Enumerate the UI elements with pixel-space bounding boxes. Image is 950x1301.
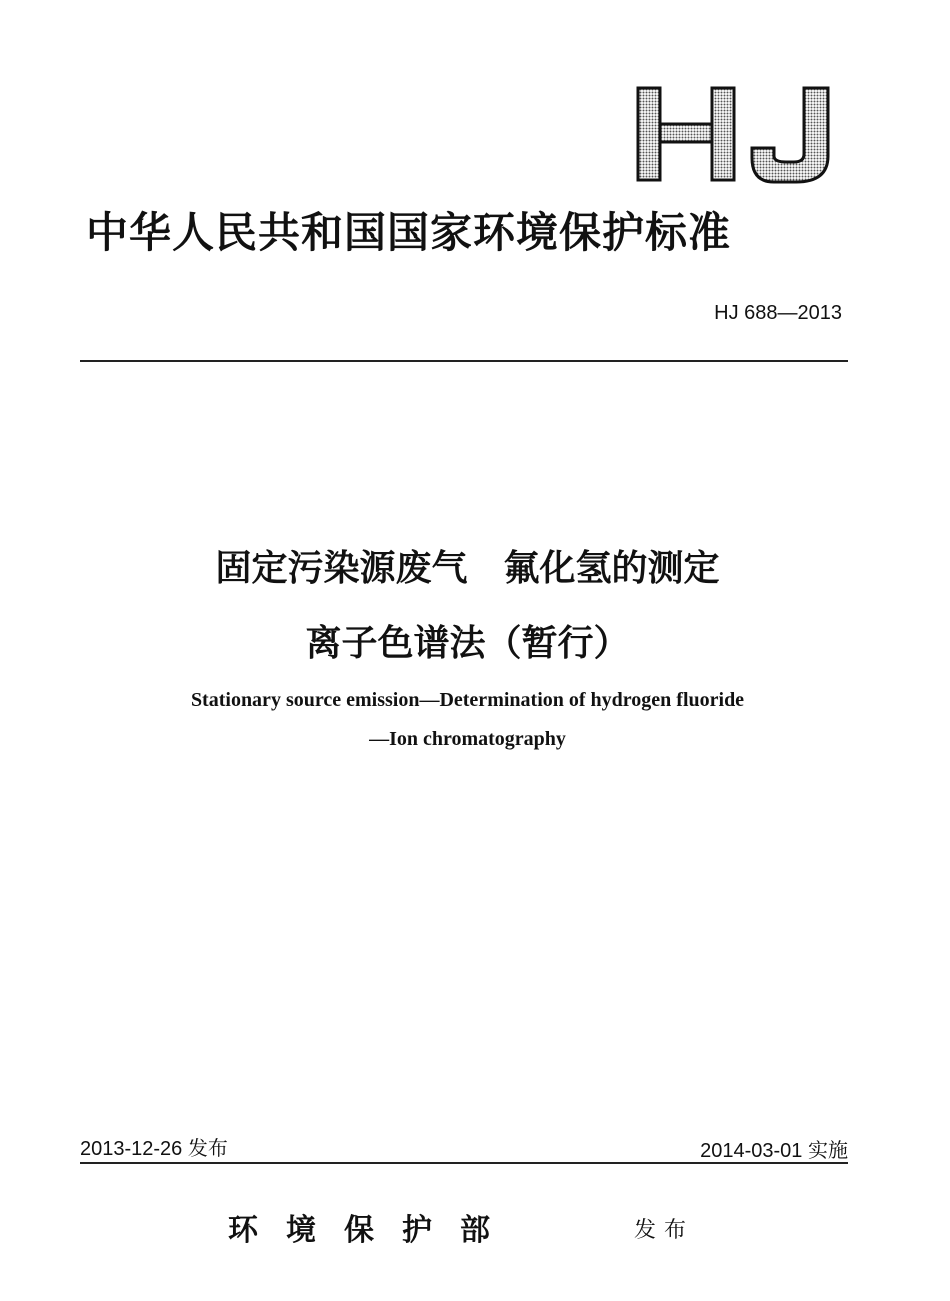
title-en-line1: Stationary source emission—Determination of hydrogen fluoride	[190, 689, 745, 711]
title-en-line2: —Ion chromatography	[369, 728, 566, 750]
release-date: 2013-12-26 发布	[80, 1138, 228, 1160]
title-cn-line1: 固定污染源废气 氟化氢的测定	[215, 548, 720, 589]
issued-label: 发布	[634, 1218, 695, 1243]
standard-code: HJ 688—2013	[714, 302, 842, 324]
implement-date: 2014-03-01 实施	[700, 1140, 848, 1162]
hj-logo	[636, 82, 836, 186]
footer-divider	[80, 1162, 848, 1164]
issuer-name: 环境保护部	[228, 1213, 518, 1248]
title-cn-line2: 离子色谱法（暂行）	[305, 623, 630, 664]
standard-name: 中华人民共和国国家环境保护标准	[86, 208, 732, 257]
header-divider	[80, 360, 848, 362]
